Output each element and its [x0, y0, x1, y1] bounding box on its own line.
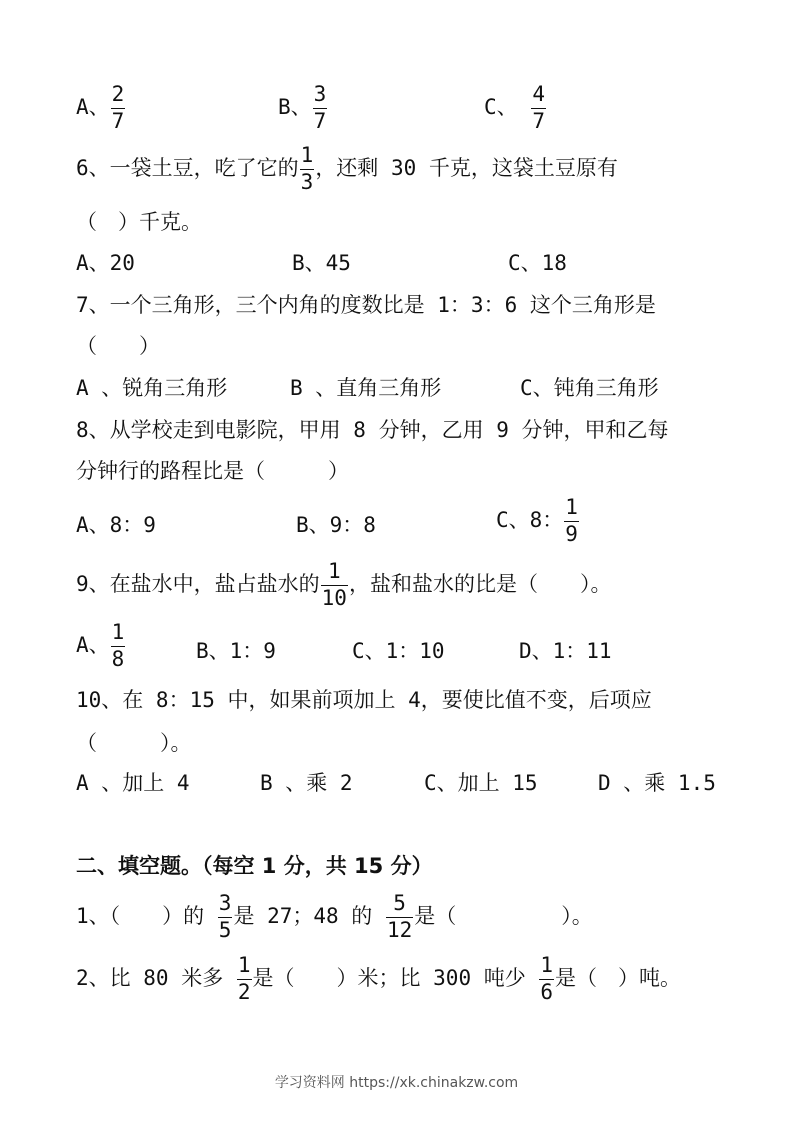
question-8-line-2: 分钟行的路程比是（ ） — [76, 459, 349, 483]
q9-option-c: C、1：10 — [352, 639, 445, 663]
q10-option-a: A 、加上 4 — [76, 771, 190, 795]
q6-option-b: B、45 — [292, 251, 351, 275]
q9-option-d: D、1：11 — [519, 639, 612, 663]
q6-option-c: C、18 — [508, 251, 567, 275]
question-8-line-1: 8、从学校走到电影院，甲用 8 分钟，乙用 9 分钟，甲和乙每 — [76, 418, 669, 442]
fill-in-2: 2、比 80 米多 $\frac{1}{2}$ 是（ ）米；比 300 吨少 $\frac{1}{6}$ 是（ ）吨。 — [76, 953, 682, 1005]
q5-option-c: C、 $\frac{4}{7}$ — [484, 82, 545, 134]
q8-option-c: C、8： $\frac{1}{9}$ — [496, 495, 578, 547]
question-7-line-2: （ ） — [76, 334, 160, 358]
fill-in-1: 1、（ ）的 $\frac{3}{5}$ 是 27；48 的 $\frac{5}{12}$ 是（ ）。 — [76, 891, 593, 943]
fraction: $\frac{1}{3}$ — [300, 143, 314, 195]
q8-option-a: A、8：9 — [76, 513, 156, 537]
footer-watermark: 学习资料网 https://xk.chinakzw.com — [274, 1075, 519, 1091]
section-2-heading: 二、填空题。（每空 1 分，共 15 分） — [76, 854, 433, 878]
question-10-line-2: （ ）。 — [76, 731, 192, 755]
q8-option-b: B、9：8 — [296, 513, 376, 537]
fraction: $\frac{1}{2}$ — [237, 953, 251, 1005]
question-10-line-1: 10、在 8：15 中，如果前项加上 4，要使比值不变，后项应 — [76, 688, 652, 712]
q7-option-b: B 、直角三角形 — [290, 376, 442, 400]
fraction: $\frac{1}{10}$ — [321, 559, 347, 611]
q5-option-a: A、 $\frac{2}{7}$ — [76, 82, 125, 134]
q7-option-a: A 、锐角三角形 — [76, 376, 228, 400]
fraction: $\frac{1}{6}$ — [540, 953, 554, 1005]
fraction: $\frac{1}{9}$ — [565, 495, 578, 547]
q10-option-d: D 、乘 1.5 — [598, 771, 716, 795]
q6-option-a: A、20 — [76, 251, 135, 275]
fraction: $\frac{4}{7}$ — [532, 82, 545, 134]
fraction: $\frac{3}{7}$ — [313, 82, 327, 134]
q7-option-c: C、钝角三角形 — [520, 376, 659, 400]
question-9-line-1: 9、在盐水中，盐占盐水的 $\frac{1}{10}$ ，盐和盐水的比是（ ）。 — [76, 559, 612, 611]
fraction: $\frac{3}{5}$ — [218, 891, 232, 943]
q10-option-c: C、加上 15 — [424, 771, 538, 795]
q10-option-b: B 、乘 2 — [260, 771, 353, 795]
q9-option-a: A、 $\frac{1}{8}$ — [76, 620, 125, 672]
question-6-line-1: 6、一袋土豆，吃了它的 $\frac{1}{3}$ ，还剩 30 千克，这袋土豆原有 — [76, 143, 618, 195]
fraction: $\frac{1}{8}$ — [111, 620, 125, 672]
fraction: $\frac{2}{7}$ — [111, 82, 125, 134]
question-7-line-1: 7、一个三角形，三个内角的度数比是 1：3：6 这个三角形是 — [76, 293, 656, 317]
question-6-line-2: （ ）千克。 — [76, 210, 202, 234]
q9-option-b: B、1：9 — [196, 639, 276, 663]
fraction: $\frac{5}{12}$ — [386, 891, 413, 943]
q5-option-b: B、 $\frac{3}{7}$ — [278, 82, 327, 134]
